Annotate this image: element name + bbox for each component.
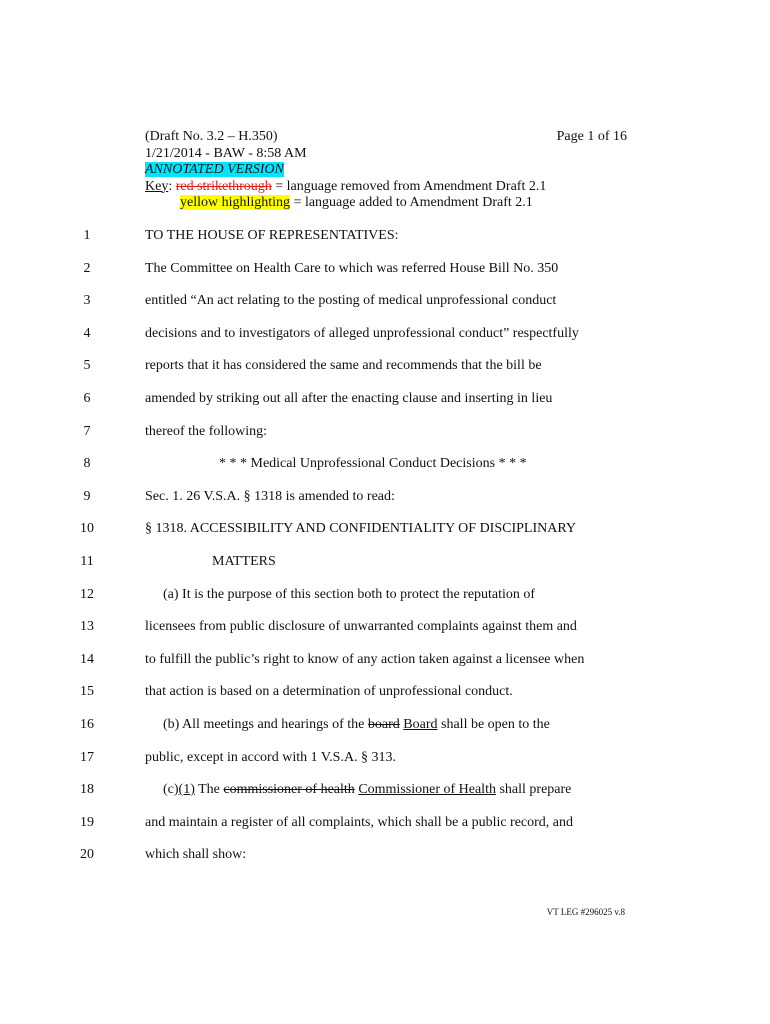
bill-line bbox=[0, 324, 770, 344]
line-text: MATTERS bbox=[212, 554, 276, 569]
bill-line bbox=[0, 682, 770, 702]
text-run: (b) All meetings and hearings of the bbox=[163, 717, 368, 732]
line-number: 1 bbox=[83, 228, 91, 243]
line-text: to fulfill the public’s right to know of any action taken against a licensee when bbox=[145, 652, 585, 667]
inserted-text: Commissioner of Health bbox=[358, 782, 496, 797]
line-number: 8 bbox=[83, 456, 91, 471]
line-text: decisions and to investigators of alleged unprofessional conduct” respectfully bbox=[145, 326, 579, 341]
bill-line bbox=[0, 356, 770, 376]
bill-line bbox=[0, 454, 770, 474]
key-strikethrough-sample: red strikethrough bbox=[175, 178, 272, 194]
bill-line bbox=[0, 259, 770, 279]
draft-number: (Draft No. 3.2 – H.350) bbox=[145, 129, 278, 144]
text-run: shall be open to the bbox=[437, 717, 550, 732]
bill-line bbox=[0, 813, 770, 833]
line-number: 9 bbox=[83, 489, 91, 504]
line-text: TO THE HOUSE OF REPRESENTATIVES: bbox=[145, 228, 399, 243]
date-line: 1/21/2014 - BAW - 8:58 AM bbox=[145, 145, 307, 161]
line-number: 13 bbox=[80, 619, 94, 634]
key-legend-highlight bbox=[145, 195, 627, 212]
struck-text: commissioner of health bbox=[223, 782, 355, 797]
text-run: shall prepare bbox=[495, 782, 572, 797]
document-header bbox=[145, 129, 627, 212]
line-number: 2 bbox=[83, 261, 91, 276]
bill-line bbox=[0, 780, 770, 800]
line-number: 19 bbox=[80, 815, 94, 830]
key-label: Key bbox=[145, 178, 169, 194]
line-text: and maintain a register of all complaints, which shall be a public record, and bbox=[145, 815, 574, 830]
line-text: amended by striking out all after the enacting clause and inserting in lieu bbox=[145, 391, 553, 406]
line-text: The Committee on Health Care to which was referred House Bill No. 350 bbox=[145, 261, 559, 276]
line-text: licensees from public disclosure of unwarranted complaints against them and bbox=[145, 619, 577, 634]
line-number: 5 bbox=[83, 358, 91, 373]
text-run: The bbox=[194, 782, 224, 797]
line-text: thereof the following: bbox=[145, 424, 268, 439]
key-colon: : bbox=[168, 178, 176, 194]
key-added-text: = language added to Amendment Draft 2.1 bbox=[290, 195, 533, 210]
annotated-version-label: ANNOTATED VERSION bbox=[145, 162, 284, 177]
line-number: 20 bbox=[80, 847, 94, 862]
line-number: 11 bbox=[80, 554, 94, 569]
bill-line bbox=[0, 748, 770, 768]
line-text: Sec. 1. 26 V.S.A. § 1318 is amended to read: bbox=[145, 489, 395, 504]
line-number: 4 bbox=[83, 326, 91, 341]
line-number: 12 bbox=[80, 587, 94, 602]
line-number: 18 bbox=[80, 782, 94, 797]
line-text bbox=[163, 715, 550, 735]
bill-line bbox=[0, 650, 770, 670]
key-removed-text: = language removed from Amendment Draft 2.1 bbox=[271, 178, 547, 194]
key-legend bbox=[145, 179, 627, 196]
line-number: 17 bbox=[80, 750, 94, 765]
line-number: 14 bbox=[80, 652, 94, 667]
bill-line bbox=[0, 715, 770, 735]
bill-line bbox=[0, 519, 770, 539]
bill-line bbox=[0, 389, 770, 409]
line-text bbox=[163, 780, 571, 800]
line-number: 15 bbox=[80, 684, 94, 699]
line-text: that action is based on a determination of unprofessional conduct. bbox=[145, 684, 513, 699]
line-text: (a) It is the purpose of this section both to protect the reputation of bbox=[163, 587, 536, 602]
line-number: 6 bbox=[83, 391, 91, 406]
bill-line bbox=[0, 617, 770, 637]
inserted-text: Board bbox=[403, 717, 438, 732]
page-number: Page 1 of 16 bbox=[556, 129, 627, 144]
line-text: public, except in accord with 1 V.S.A. § 313. bbox=[145, 750, 397, 765]
bill-line bbox=[0, 291, 770, 311]
line-text: entitled “An act relating to the posting of medical unprofessional conduct bbox=[145, 293, 557, 308]
line-number: 3 bbox=[83, 293, 91, 308]
bill-line bbox=[0, 552, 770, 572]
bill-line bbox=[0, 487, 770, 507]
line-text: which shall show: bbox=[145, 847, 247, 862]
struck-text: board bbox=[367, 717, 400, 732]
bill-line bbox=[0, 585, 770, 605]
key-highlight-sample: yellow highlighting bbox=[180, 195, 291, 210]
footer-version: VT LEG #296025 v.8 bbox=[546, 907, 625, 917]
text-run: (c) bbox=[163, 782, 179, 797]
bill-line bbox=[0, 845, 770, 865]
line-number: 16 bbox=[80, 717, 94, 732]
section-heading: * * * Medical Unprofessional Conduct Decisions * * * bbox=[219, 456, 527, 471]
line-number: 7 bbox=[83, 424, 91, 439]
bill-line bbox=[0, 226, 770, 246]
line-text: reports that it has considered the same and recommends that the bill be bbox=[145, 358, 542, 373]
line-text: § 1318. ACCESSIBILITY AND CONFIDENTIALITY OF DISCIPLINARY bbox=[145, 521, 577, 536]
line-number: 10 bbox=[80, 521, 94, 536]
bill-line bbox=[0, 422, 770, 442]
inserted-text: (1) bbox=[178, 782, 195, 797]
